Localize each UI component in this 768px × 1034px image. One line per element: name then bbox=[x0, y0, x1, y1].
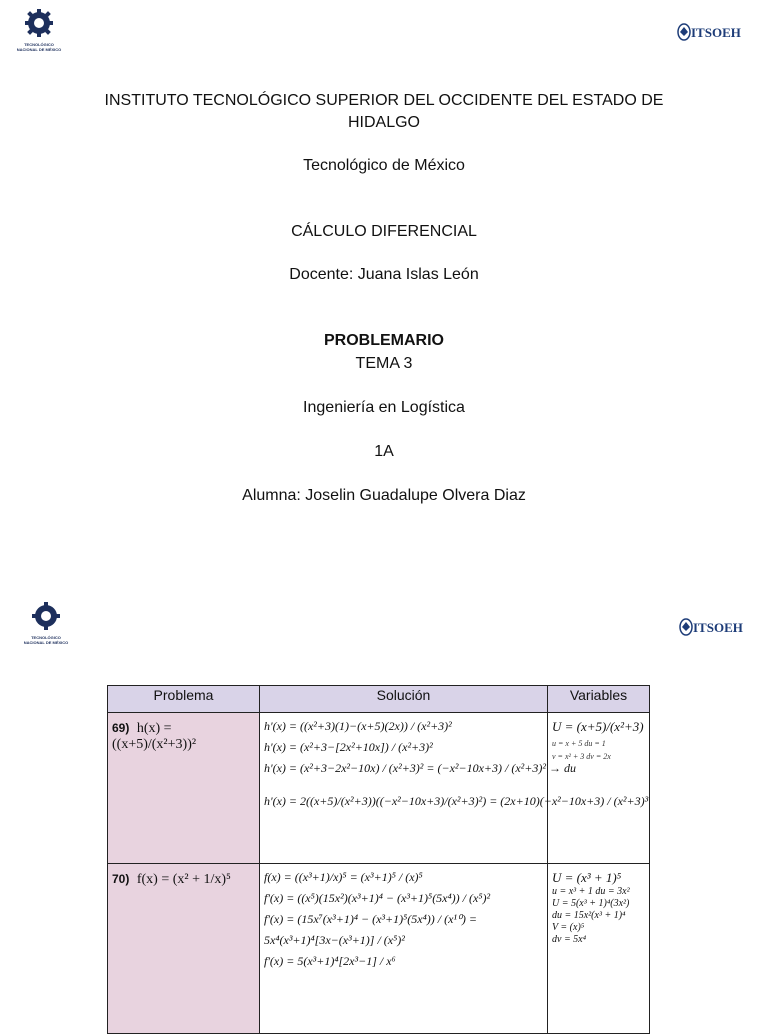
institution-line2: HIDALGO bbox=[347, 114, 420, 131]
tecnm-gear-icon bbox=[9, 8, 69, 42]
problems-page bbox=[0, 590, 768, 1024]
variable-line: U = (x+5)/(x²+3) bbox=[552, 719, 644, 734]
header-variables: Variables bbox=[548, 686, 650, 713]
solution-step: h'(x) = (x²+3−[2x²+10x]) / (x²+3)² bbox=[264, 740, 433, 754]
problem-cell bbox=[108, 713, 260, 864]
table-header-row bbox=[108, 686, 650, 713]
solution-step: h'(x) = 2((x+5)/(x²+3))((−x²−10x+3)/(x²+3)²) = (2x+10)(−x²−10x+3) / (x²+3)³ bbox=[264, 794, 649, 808]
solution-step: f(x) = ((x³+1)/x)⁵ = (x³+1)⁵ / (x)⁵ bbox=[264, 870, 423, 884]
itsoeh-logo bbox=[679, 617, 749, 639]
solution-step: h'(x) = ((x²+3)(1)−(x+5)(2x)) / (x²+3)² bbox=[264, 719, 452, 733]
header-problema: Problema bbox=[108, 686, 260, 713]
teacher-name: Docente: Juana Islas León bbox=[289, 266, 479, 283]
logo-text-line1: TECNOLÓGICO bbox=[24, 42, 54, 47]
subject-name: CÁLCULO DIFERENCIAL bbox=[291, 223, 477, 240]
solution-step: f'(x) = ((x⁵)(15x²)(x³+1)⁴ − (x³+1)⁵(5x⁴)) / (x⁵)² bbox=[264, 891, 491, 905]
student-name: Alumna: Joselin Guadalupe Olvera Diaz bbox=[242, 487, 526, 504]
variable-line: U = 5(x³ + 1)⁴(3x²) bbox=[552, 898, 630, 909]
tecnm-logo bbox=[16, 601, 76, 645]
group: 1A bbox=[374, 443, 394, 460]
document-type: PROBLEMARIO bbox=[324, 332, 444, 349]
variable-line: u = x + 5 du = 1 bbox=[552, 739, 606, 748]
variable-line: V = (x)⁵ bbox=[552, 922, 585, 933]
logo-text-line1: TECNOLÓGICO bbox=[31, 635, 61, 640]
variable-line: du = 15x²(x³ + 1)⁴ bbox=[552, 910, 626, 921]
problem-number: 69) bbox=[112, 721, 130, 735]
header-solucion: Solución bbox=[260, 686, 548, 713]
table-row bbox=[108, 864, 650, 1034]
itsoeh-wordmark: ITSOEH bbox=[691, 25, 741, 40]
tecnm-gear-icon bbox=[16, 601, 76, 635]
problem-number: 70) bbox=[112, 872, 130, 886]
topic: TEMA 3 bbox=[355, 355, 413, 372]
problem-expression: h(x) = ((x+5)/(x²+3))² bbox=[112, 721, 197, 752]
institution-line1: INSTITUTO TECNOLÓGICO SUPERIOR DEL OCCIDENTE DEL ESTADO DE bbox=[104, 92, 664, 109]
system-name: Tecnológico de México bbox=[303, 157, 465, 174]
tecnm-logo bbox=[9, 8, 69, 52]
problems-table bbox=[107, 685, 650, 1034]
solution-step: h'(x) = (x²+3−2x²−10x) / (x²+3)² = (−x²−10x+3) / (x²+3)² → du bbox=[264, 761, 576, 775]
solution-step: f'(x) = (15x⁷(x³+1)⁴ − (x³+1)⁵(5x⁴)) / (x¹⁰) = bbox=[264, 912, 477, 926]
table-row bbox=[108, 713, 650, 864]
variable-line: u = x³ + 1 du = 3x² bbox=[552, 886, 630, 897]
variable-line: dv = 5x⁴ bbox=[552, 934, 587, 945]
variable-line: v = x² + 3 dv = 2x bbox=[552, 752, 611, 761]
solution-step: 5x⁴(x³+1)⁴[3x−(x³+1)] / (x⁵)² bbox=[264, 933, 405, 947]
career: Ingeniería en Logística bbox=[303, 399, 465, 416]
itsoeh-logo bbox=[677, 22, 747, 44]
logo-text-line2: NACIONAL DE MÉXICO bbox=[16, 47, 62, 52]
solution-cell bbox=[260, 864, 548, 1034]
variables-cell bbox=[548, 713, 650, 864]
itsoeh-emblem-icon bbox=[679, 617, 693, 637]
itsoeh-emblem-icon bbox=[677, 22, 691, 42]
problem-expression: f(x) = (x² + 1/x)⁵ bbox=[136, 872, 231, 887]
variable-line: U = (x³ + 1)⁵ bbox=[552, 870, 622, 885]
logo-text-line2: NACIONAL DE MÉXICO bbox=[23, 640, 69, 645]
variables-cell bbox=[548, 864, 650, 1034]
itsoeh-wordmark: ITSOEH bbox=[693, 620, 743, 635]
problem-cell bbox=[108, 864, 260, 1034]
solution-step: f'(x) = 5(x³+1)⁴[2x³−1] / x⁶ bbox=[264, 954, 396, 968]
